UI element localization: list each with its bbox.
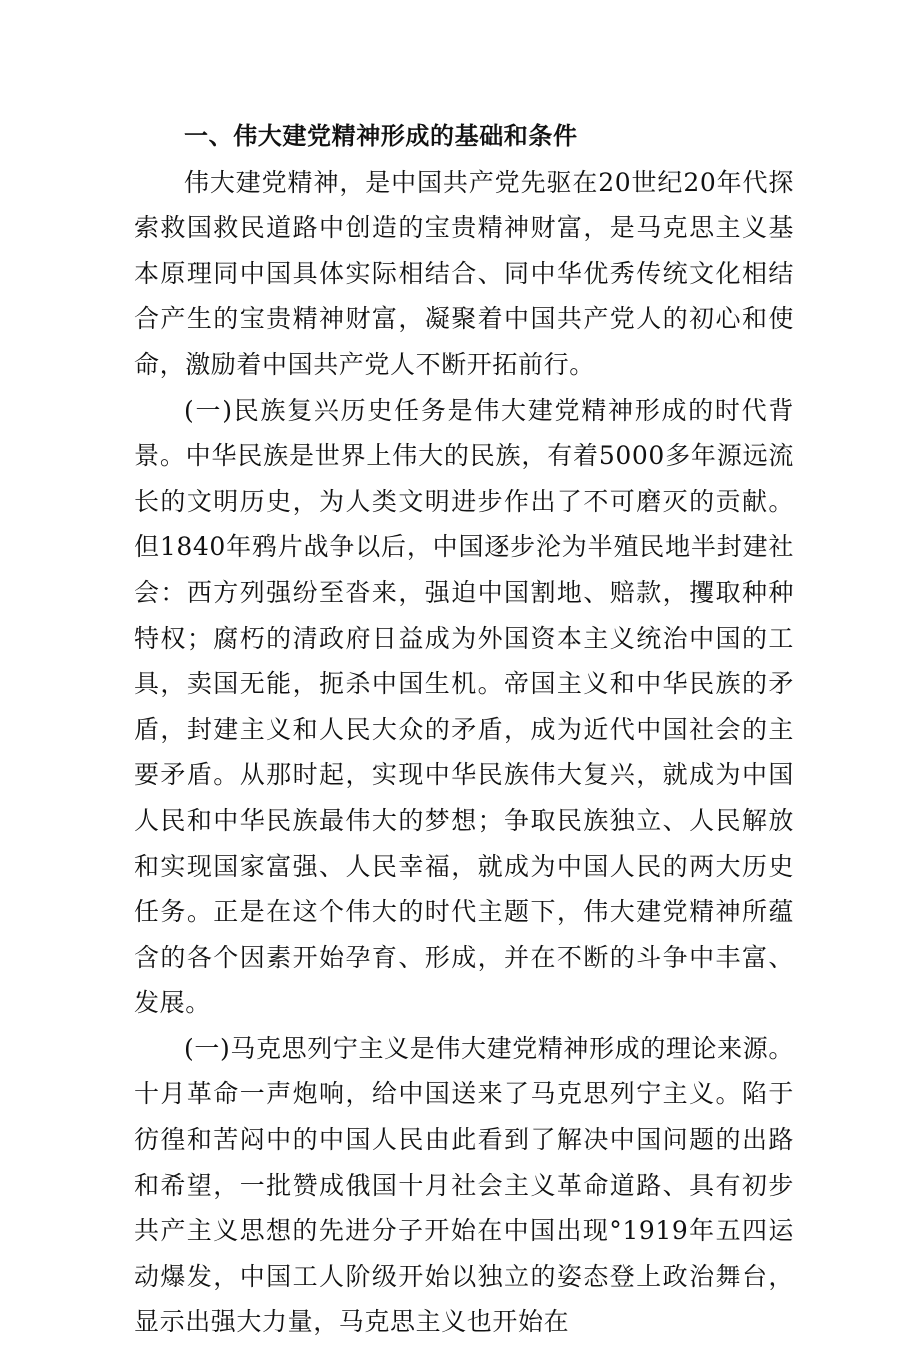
- document-body: [134, 114, 794, 1345]
- section-heading: 一、伟大建党精神形成的基础和条件: [184, 122, 578, 150]
- paragraph-theoretical-source: (一)马克思列宁主义是伟大建党精神形成的理论来源。十月革命一声炮响，给中国送来了马克思列宁主义。陷于彷徨和苦闷中的中国人民由此看到了解决中国问题的出路和希望，一批赞成俄国十月社会主义革命道路、具有初步共产主义思想的先进分子开始在中国出现°1919年五四运动爆发，中国工人阶级开始以独立的姿态登上政治舞台，显示出强大力量，马克思主义也开始在: [134, 1033, 794, 1337]
- paragraph-intro: 伟大建党精神，是中国共产党先驱在20世纪20年代探索救国救民道路中创造的宝贵精神财富，是马克思主义基本原理同中国具体实际相结合、同中华优秀传统文化相结合产生的宝贵精神财富，凝聚着中国共产党人的初心和使命，激励着中国共产党人不断开拓前行。: [134, 167, 794, 379]
- paragraph-historical-background: (一)民族复兴历史任务是伟大建党精神形成的时代背景。中华民族是世界上伟大的民族，有着5000多年源远流长的文明历史，为人类文明进步作出了不可磨灭的贡献。但1840年鸦片战争以后，中国逐步沦为半殖民地半封建社会：西方列强纷至沓来，强迫中国割地、赔款，攫取种种特权；腐朽的清政府日益成为外国资本主义统治中国的工具，卖国无能，扼杀中国生机。帝国主义和中华民族的矛盾，封建主义和人民大众的矛盾，成为近代中国社会的主要矛盾。从那时起，实现中华民族伟大复兴，就成为中国人民和中华民族最伟大的梦想；争取民族独立、人民解放和实现国家富强、人民幸福，就成为中国人民的两大历史任务。正是在这个伟大的时代主题下，伟大建党精神所蕴含的各个因素开始孕育、形成，并在不断的斗争中丰富、发展。: [134, 395, 794, 1018]
